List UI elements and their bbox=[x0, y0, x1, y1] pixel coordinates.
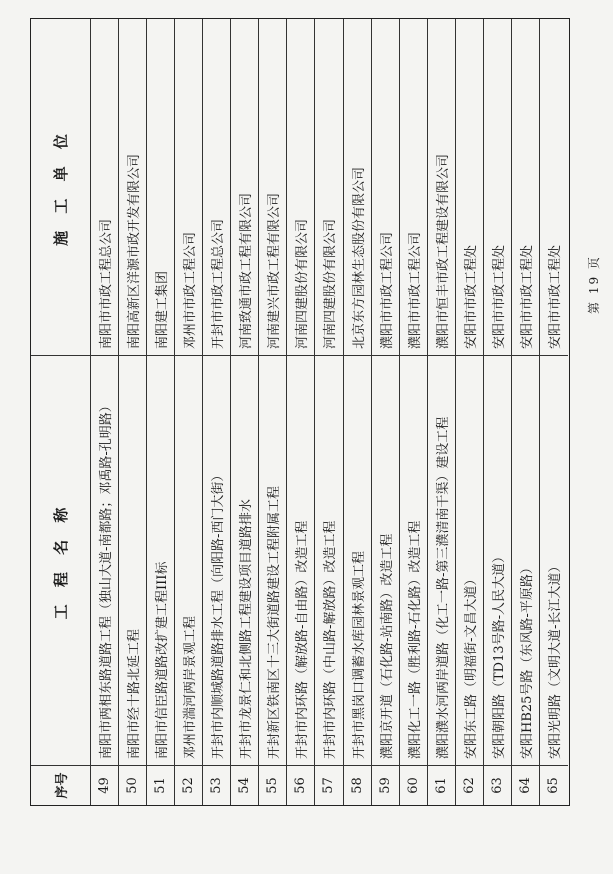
row-unit: 安阳市市政工程处 bbox=[463, 244, 479, 349]
table-row bbox=[175, 19, 203, 805]
row-name: 濮阳化工一路（胜利路-石化路）改造工程 bbox=[400, 355, 427, 765]
header-no: 序号 bbox=[31, 765, 90, 805]
row-unit: 安阳市市政工程处 bbox=[491, 244, 507, 349]
row-no: 59 bbox=[372, 765, 399, 805]
row-no: 56 bbox=[287, 765, 314, 805]
table-row bbox=[484, 19, 512, 805]
row-name: 开封市黑岗口调蓄水库园林景观工程 bbox=[344, 355, 371, 765]
row-unit: 河南四建股份有限公司 bbox=[323, 218, 339, 349]
row-no: 62 bbox=[456, 765, 483, 805]
row-name: 南阳市经十路北延工程 bbox=[119, 355, 146, 765]
table-row bbox=[456, 19, 484, 805]
header-unit: 施 工 单 位 bbox=[52, 128, 70, 246]
table-row bbox=[512, 19, 540, 805]
row-no: 53 bbox=[203, 765, 230, 805]
table-row bbox=[372, 19, 400, 805]
table-header bbox=[31, 19, 91, 805]
row-no: 51 bbox=[147, 765, 174, 805]
row-no: 61 bbox=[428, 765, 455, 805]
row-name: 安阳光明路（文明大道-长江大道） bbox=[540, 355, 568, 765]
row-name: 邓州市湍河两岸景观工程 bbox=[175, 355, 202, 765]
row-unit: 河南建兴市政工程有限公司 bbox=[267, 192, 283, 349]
row-unit: 濮阳市恒丰市政工程建设有限公司 bbox=[435, 153, 451, 349]
table-row bbox=[203, 19, 231, 805]
row-unit: 濮阳市市政工程公司 bbox=[407, 231, 423, 349]
row-no: 58 bbox=[344, 765, 371, 805]
row-no: 54 bbox=[231, 765, 258, 805]
row-no: 49 bbox=[91, 765, 118, 805]
row-no: 50 bbox=[119, 765, 146, 805]
row-unit: 河南致通市政工程有限公司 bbox=[239, 192, 255, 349]
row-unit: 安阳市市政工程处 bbox=[548, 244, 564, 349]
row-name: 安阳朝阳路（TD13号路-人民大道） bbox=[484, 355, 511, 765]
row-unit: 南阳市市政工程总公司 bbox=[99, 218, 115, 349]
row-no: 55 bbox=[259, 765, 286, 805]
table-row bbox=[119, 19, 147, 805]
row-name: 开封新区铁南区十三大街道路建设工程附属工程 bbox=[259, 355, 286, 765]
row-no: 63 bbox=[484, 765, 511, 805]
table-row bbox=[231, 19, 259, 805]
project-table bbox=[30, 18, 570, 806]
row-no: 65 bbox=[540, 765, 568, 805]
row-no: 57 bbox=[315, 765, 342, 805]
row-no: 60 bbox=[400, 765, 427, 805]
table-row bbox=[147, 19, 175, 805]
table-row bbox=[91, 19, 119, 805]
row-name: 安阳HB25号路（东风路-平原路） bbox=[512, 355, 539, 765]
row-unit: 南阳建工集团 bbox=[155, 270, 171, 349]
table-row bbox=[540, 19, 568, 805]
row-unit: 南阳高新区洋源市政开发有限公司 bbox=[127, 153, 143, 349]
table-row bbox=[344, 19, 372, 805]
row-unit: 河南四建股份有限公司 bbox=[295, 218, 311, 349]
page-number: 第 19 页 bbox=[587, 255, 601, 314]
row-name: 南阳市信臣路道路改扩建工程III标 bbox=[147, 355, 174, 765]
row-name: 濮阳京开道（石化路-站南路）改造工程 bbox=[372, 355, 399, 765]
row-no: 64 bbox=[512, 765, 539, 805]
row-name: 濮阳濮水河两岸道路（化工一路-第三濮清南干渠）建设工程 bbox=[428, 355, 455, 765]
header-name: 工 程 名 称 bbox=[31, 355, 90, 765]
table-row bbox=[287, 19, 315, 805]
row-name: 开封市内环路（解放路-自由路）改造工程 bbox=[287, 355, 314, 765]
row-name: 开封市内环路（中山路-解放路）改造工程 bbox=[315, 355, 342, 765]
table-row bbox=[428, 19, 456, 805]
row-name: 开封市龙景仁和北侧路工程建设项目道路排水 bbox=[231, 355, 258, 765]
row-unit: 邓州市市政工程公司 bbox=[183, 231, 199, 349]
table-row bbox=[315, 19, 343, 805]
row-no: 52 bbox=[175, 765, 202, 805]
row-unit: 开封市市政工程总公司 bbox=[211, 218, 227, 349]
row-name: 南阳市两相东路道路工程（独山大道-南都路；邓禹路-孔明路） bbox=[91, 355, 118, 765]
row-name: 开封市内顺城路道路排水工程（向阳路-西门大街） bbox=[203, 355, 230, 765]
row-unit: 安阳市市政工程处 bbox=[519, 244, 535, 349]
row-unit: 濮阳市市政工程公司 bbox=[379, 231, 395, 349]
row-unit: 北京东方园林生态股份有限公司 bbox=[351, 166, 367, 349]
row-name: 安阳东工路（明福街-文昌大道） bbox=[456, 355, 483, 765]
table-row bbox=[259, 19, 287, 805]
table-row bbox=[400, 19, 428, 805]
